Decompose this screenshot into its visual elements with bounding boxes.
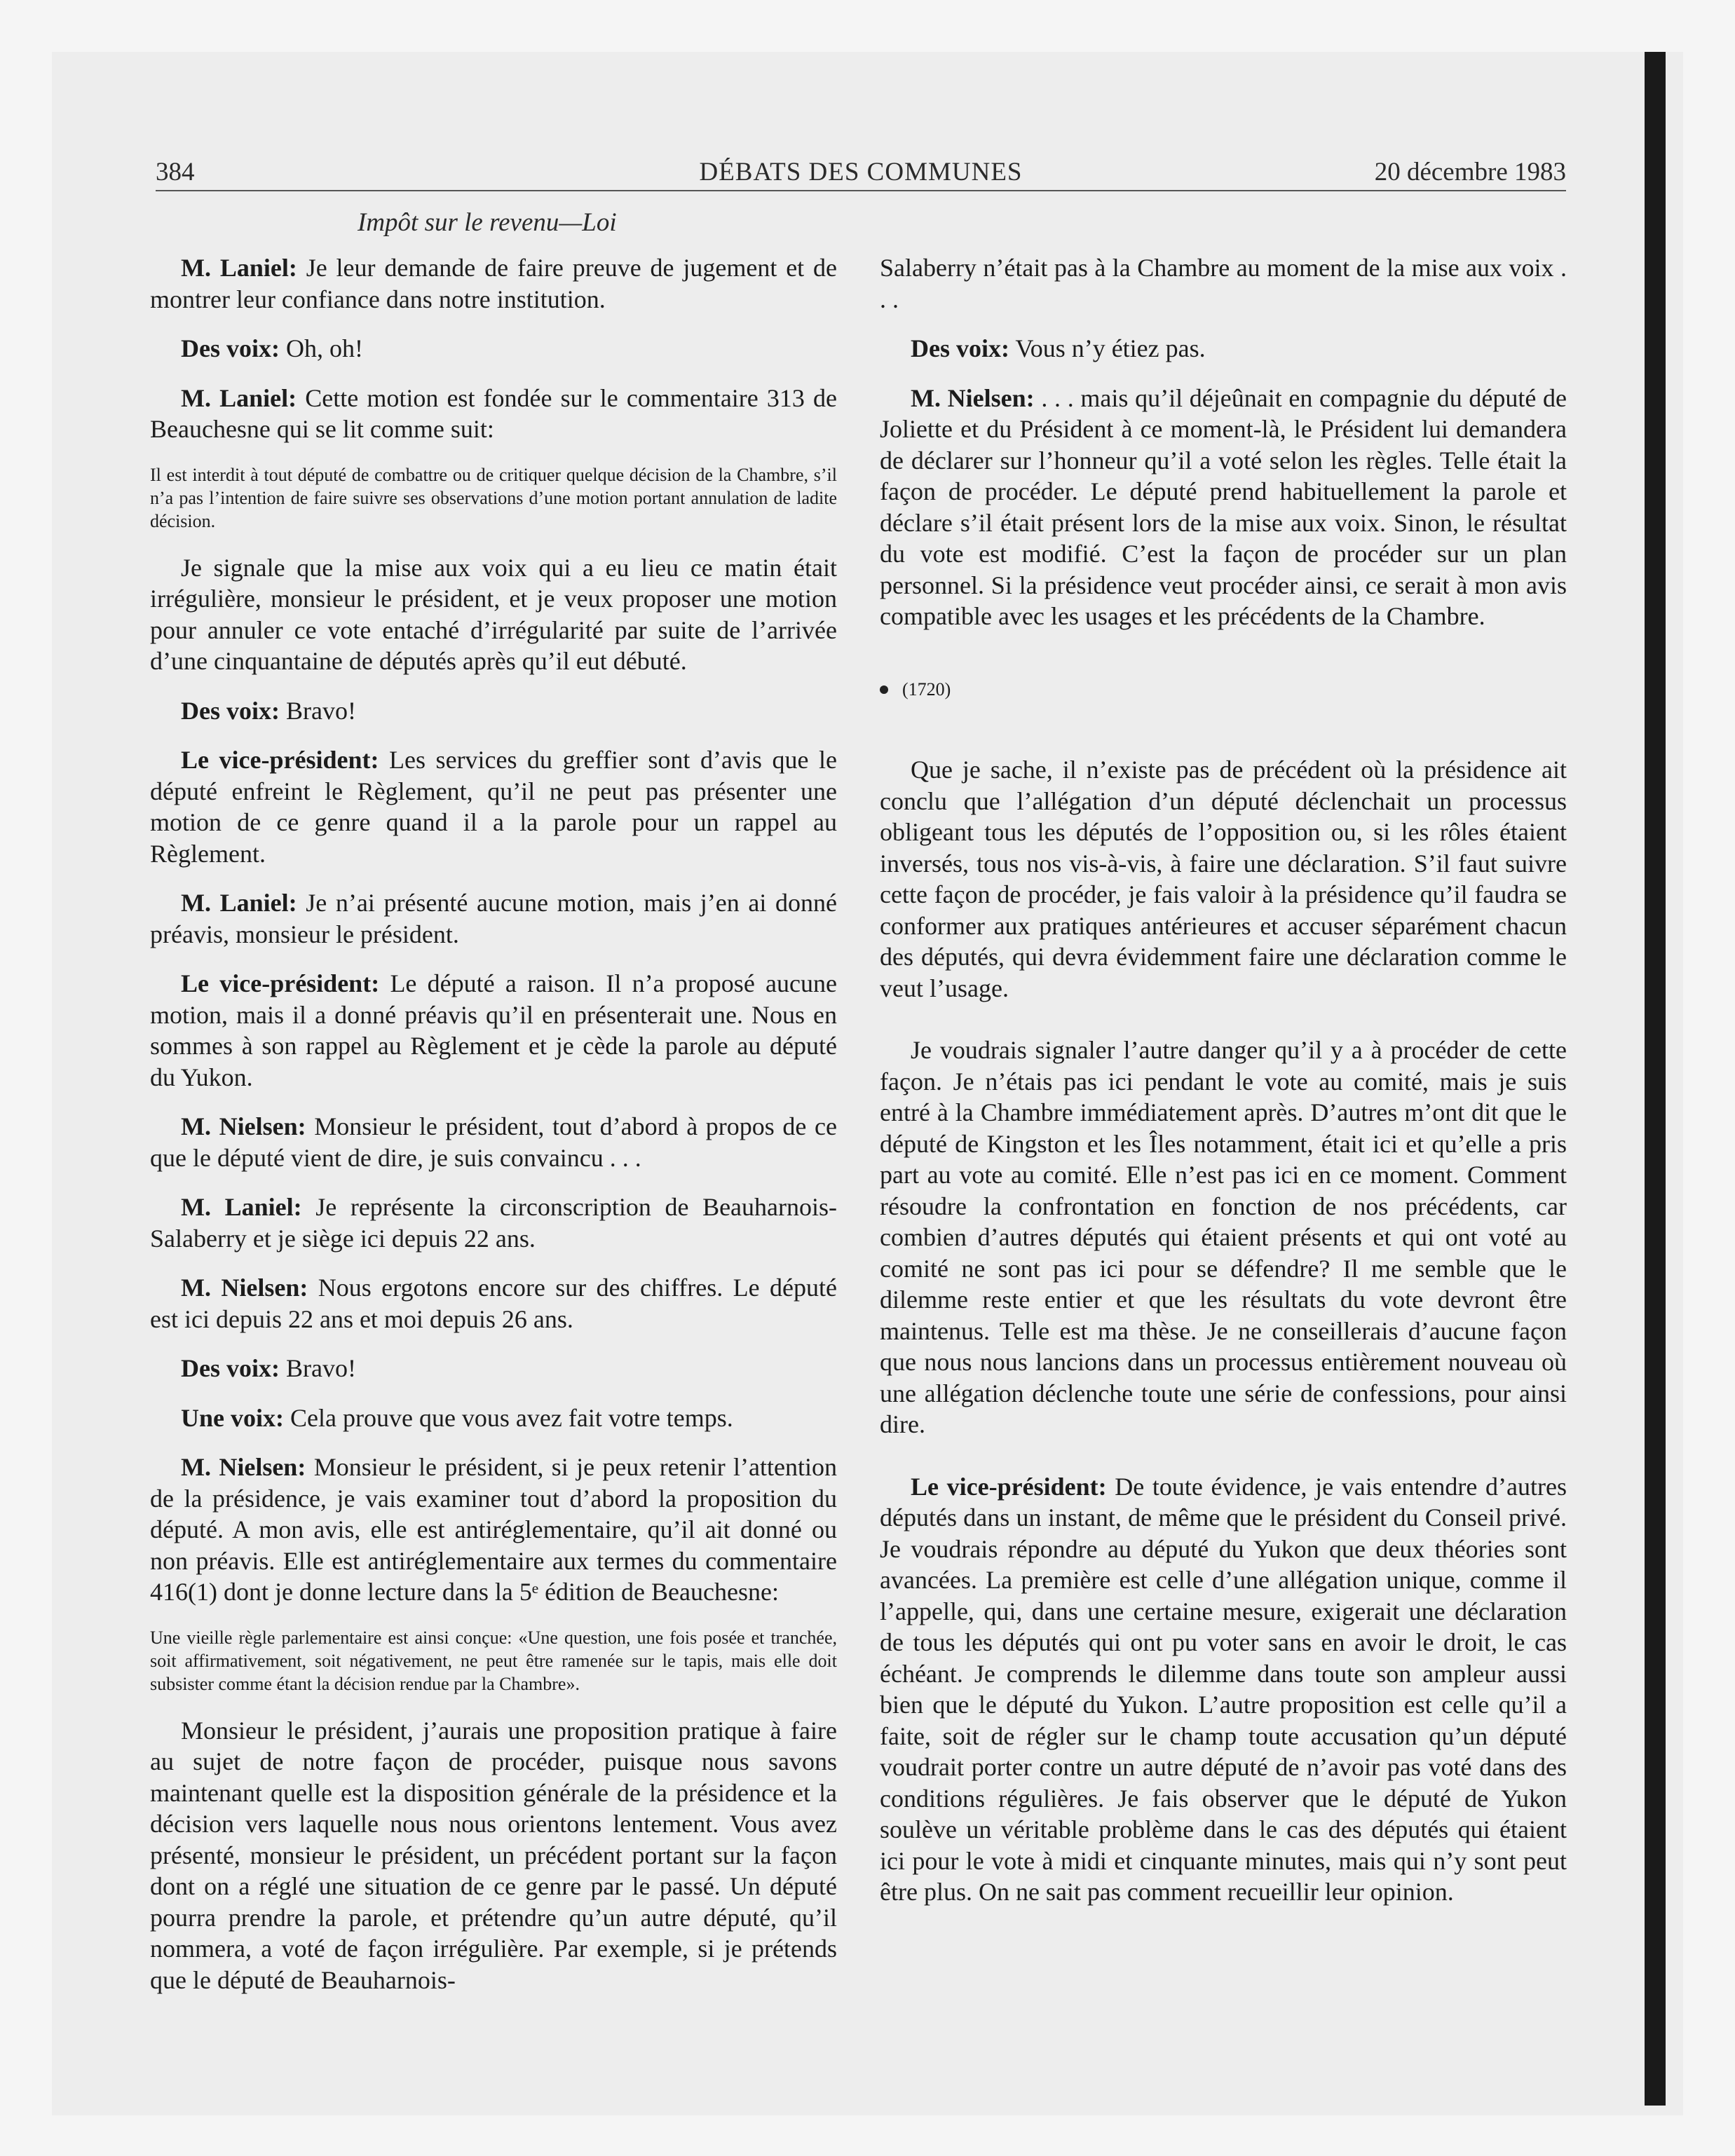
speech-text: . . . mais qu’il déjeûnait en compagnie du député de Joliette et du Président à ce moment-là, le Président lui demandera de déclarer sur l’honneur qu’il a voté selon les règles. Telle était la façon de procéder. Le député prend habituellement la parole et déclare s’il était présent lors de la mise aux voix. Sinon, le résultat du vote est modifié. C’est la façon de procéder sur un plan personnel. Si la présidence veut procéder ainsi, ce serait à mon avis compatible avec les usages et les précédents de la Chambre. bbox=[880, 383, 1567, 630]
paragraph: Je voudrais signaler l’autre danger qu’il y a à procéder de cette façon. Je n’étais pas ici pendant le vote au comité, mais je suis entré à la Chambre immédiatement après. D’autres m’ont dit que le député de Kingston et les Îles notamment, était ici et qu’elle a pris part au vote au comité. Elle n’est pas ici en ce moment. Comment résoudre la confrontation en fonction de nos précédents, car combien d’autres députés qui étaient présents et qui ont voté au comité ne sont pas ici pour se défendre? Il me semble que le dilemme reste entier et que les résultats du vote devront être maintenus. Telle est ma thèse. Je ne conseillerais d’aucune façon que nous nous lancions dans un processus entièrement nouveau où une allégation déclenche toute une série de confessions, pour ainsi dire. bbox=[880, 1036, 1567, 1438]
speech-text: Nous ergotons encore sur des chiffres. Le député est ici depuis 22 ans et moi depuis 26 ans. bbox=[150, 1274, 837, 1333]
speaker-name: Le vice-président: bbox=[181, 746, 379, 774]
speech-text: Oh, oh! bbox=[279, 334, 363, 362]
paragraph bbox=[150, 695, 837, 727]
time-stamp: (1720) bbox=[902, 678, 951, 700]
speech-text: Le député a raison. Il n’a proposé aucune motion, mais il a donné préavis qu’il en présenterait une. Nous en sommes à son rappel au Règlement et je cède la parole au député du Yukon. bbox=[150, 969, 837, 1091]
paragraph bbox=[150, 1452, 837, 1608]
speech-text: Je n’ai présenté aucune motion, mais j’en ai donné préavis, monsieur le président. bbox=[150, 889, 837, 948]
speech-text: Je leur demande de faire preuve de jugement et de montrer leur confiance dans notre institution. bbox=[150, 254, 838, 313]
paragraph bbox=[880, 333, 1567, 364]
time-marker bbox=[880, 674, 1567, 706]
speaker-name: M. Nielsen: bbox=[181, 1453, 306, 1481]
bullet-dot-icon bbox=[880, 685, 888, 694]
paragraph bbox=[150, 333, 837, 364]
speech-text: Bravo! bbox=[279, 696, 356, 725]
paragraph: Monsieur le président, j’aurais une proposition pratique à faire au sujet de notre façon de procéder, puisque nous savons maintenant quelle est la disposition générale de la présidence et la décision vers laquelle nous nous orientons lentement. Vous avez présenté, monsieur le président, un précédent portant sur la façon dont on a réglé une situation de ce genre par le passé. Un député pourra prendre la parole, et prétendre qu’un autre député, qu’il nommera, a voté de façon irrégulière. Par exemple, si je prétends que le député de Beauharnois- bbox=[150, 1716, 837, 1994]
speech-text: Bravo! bbox=[279, 1354, 356, 1382]
paragraph bbox=[150, 1353, 837, 1384]
paragraph bbox=[150, 383, 837, 445]
paragraph bbox=[150, 744, 837, 869]
paragraph bbox=[150, 968, 837, 1093]
paragraph bbox=[150, 1272, 837, 1335]
paragraph bbox=[150, 887, 837, 950]
issue-date: 20 décembre 1983 bbox=[1374, 158, 1566, 186]
publication-title: DÉBATS DES COMMUNES bbox=[699, 158, 1023, 186]
paragraph bbox=[880, 1471, 1567, 1908]
paragraph bbox=[880, 383, 1567, 632]
speech-text: Cela prouve que vous avez fait votre temps. bbox=[284, 1403, 733, 1432]
speaker-name: Des voix: bbox=[911, 334, 1009, 362]
speaker-name: Des voix: bbox=[181, 1354, 280, 1382]
paragraph bbox=[150, 1403, 837, 1434]
page-number: 384 bbox=[156, 158, 195, 186]
speaker-name: Des voix: bbox=[181, 696, 280, 725]
left-column bbox=[150, 252, 837, 2014]
speaker-name: Le vice-président: bbox=[911, 1472, 1107, 1501]
speaker-name: Une voix: bbox=[181, 1403, 284, 1432]
speaker-name: M. Laniel: bbox=[181, 1193, 302, 1221]
speaker-name: M. Nielsen: bbox=[911, 383, 1035, 412]
speech-text: Monsieur le président, si je peux retenir l’attention de la présidence, je vais examiner tout d’abord la proposition du député. A mon avis, elle est antiréglementaire, qu’il ait donné ou non préavis. Elle est antiréglementaire aux termes du commentaire 416(1) dont je donne lecture dans la 5ᵉ édition de Beauchesne: bbox=[150, 1453, 837, 1606]
paragraph bbox=[150, 1111, 837, 1173]
continued-paragraph: Salaberry n’était pas à la Chambre au moment de la mise aux voix . . . bbox=[880, 254, 1567, 313]
scan-edge-bar bbox=[1645, 52, 1666, 2106]
speaker-name: Le vice-président: bbox=[181, 969, 380, 997]
header-rule bbox=[156, 190, 1566, 191]
speaker-name: M. Laniel: bbox=[181, 383, 297, 412]
page-header bbox=[156, 157, 1566, 199]
right-column bbox=[880, 252, 1567, 1926]
speaker-name: Des voix: bbox=[181, 334, 280, 362]
running-title: Impôt sur le revenu—Loi bbox=[358, 208, 617, 237]
speaker-name: M. Laniel: bbox=[181, 889, 297, 917]
speaker-name: M. Nielsen: bbox=[181, 1112, 306, 1140]
speech-text: Les services du greffier sont d’avis que le député enfreint le Règlement, qu’il ne peut pas présenter une motion de ce genre quand il a la parole pour un rappel au Règlement. bbox=[150, 746, 837, 868]
speaker-name: M. Laniel: bbox=[181, 254, 297, 282]
block-quote: Une vieille règle parlementaire est ainsi conçue: «Une question, une fois posée et tranchée, soit affirmativement, soit négativement, ne peut être ramenée sur le tapis, mais elle doit subsister comme étant la décision rendue par la Chambre». bbox=[150, 1627, 837, 1694]
speech-text: Vous n’y étiez pas. bbox=[1009, 334, 1206, 362]
speech-text: Monsieur le président, tout d’abord à propos de ce que le député vient de dire, je suis convaincu . . . bbox=[150, 1112, 837, 1172]
paragraph bbox=[150, 252, 837, 315]
speech-text: Cette motion est fondée sur le commentaire 313 de Beauchesne qui se lit comme suit: bbox=[150, 383, 838, 443]
speech-text: Je représente la circonscription de Beauharnois-Salaberry et je siège ici depuis 22 ans. bbox=[150, 1193, 838, 1253]
speech-text: De toute évidence, je vais entendre d’autres députés dans un instant, de même que le président du Conseil privé. Je voudrais répondre au député du Yukon que deux théories sont avancées. La première est celle d’une allégation unique, comme il l’appelle, qui, dans une certaine mesure, exigerait une déclaration de tous les députés qui ont pu voter sans en avoir le droit, le cas échéant. Je comprends le dilemme dans toute son ampleur aussi bien que le député du Yukon. L’autre proposition est celle qu’il a faite, soit de régler sur le champ toute accusation qu’un député voudrait porter contre un autre député de n’avoir pas voté dans des conditions régulières. Je fais observer que le député de Yukon soulève un véritable problème dans le cas des députés qui étaient ici pour le vote à midi et cinquante minutes, mais qui n’y sont peut être plus. On ne sait pas comment recueillir leur opinion. bbox=[880, 1472, 1567, 1906]
block-quote: Il est interdit à tout député de combattre ou de critiquer quelque décision de la Chambre, s’il n’a pas l’intention de faire suivre ses observations d’une motion portant annulation de ladite décision. bbox=[150, 464, 837, 531]
paragraph: Je signale que la mise aux voix qui a eu lieu ce matin était irrégulière, monsieur le président, et je veux proposer une motion pour annuler ce vote entaché d’irrégularité par suite de l’arrivée d’une cinquantaine de députés après qu’il eut débuté. bbox=[150, 553, 837, 675]
paragraph bbox=[150, 1192, 837, 1254]
speaker-name: M. Nielsen: bbox=[181, 1274, 308, 1302]
paragraph: Que je sache, il n’existe pas de précédent où la présidence ait conclu que l’allégation d’un député déclenchait un processus obligeant tous les députés de l’opposition ou, si les rôles étaient inversés, tous nos vis-à-vis, à faire une déclaration. S’il faut suivre cette façon de procéder, je fais valoir à la présidence qu’il faudra se conformer aux pratiques antérieures et accuser séparément chacun des députés, qui devra évidemment faire une déclaration comme le veut l’usage. bbox=[880, 756, 1567, 1002]
